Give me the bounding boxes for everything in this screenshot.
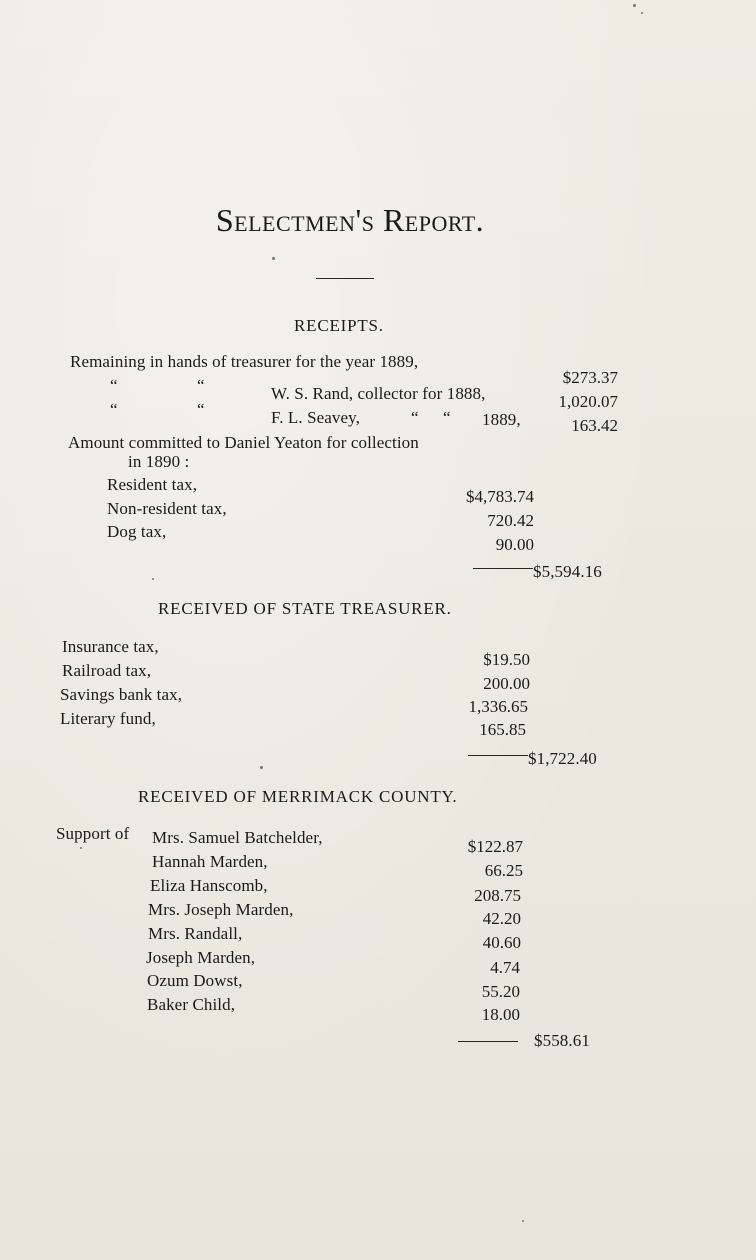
dog-tax-amount: 90.00 <box>495 535 534 554</box>
beneficiary-amount: $122.87 <box>467 837 523 856</box>
receipt-line-3-label: F. L. Seavey, <box>271 408 361 427</box>
receipts-total-rule <box>473 568 533 569</box>
merrimack-total-rule <box>458 1041 518 1042</box>
non-resident-tax-amount: 720.42 <box>487 511 534 530</box>
ditto-mark: “ <box>443 408 451 427</box>
beneficiary-amount: 66.25 <box>484 861 523 880</box>
ditto-mark: “ <box>197 376 205 395</box>
ditto-mark: “ <box>110 376 118 395</box>
beneficiary-amount: 42.20 <box>482 909 521 928</box>
resident-tax-label: Resident tax, <box>107 475 198 494</box>
receipt-line-2-label: W. S. Rand, collector for 1888, <box>271 384 486 403</box>
literary-fund-amount: 165.85 <box>479 720 526 739</box>
beneficiary-name: Mrs. Randall, <box>148 924 243 943</box>
beneficiary-name: Mrs. Joseph Marden, <box>148 900 294 919</box>
receipt-line-3-year: 1889, <box>482 410 521 429</box>
receipt-line-1-label: Remaining in hands of treasurer for the year 1889, <box>70 352 419 371</box>
railroad-tax-label: Railroad tax, <box>62 661 152 680</box>
committed-line-2: in 1890 : <box>128 452 190 471</box>
merrimack-county-heading: RECEIVED OF MERRIMACK COUNTY. <box>138 787 458 806</box>
literary-fund-label: Literary fund, <box>60 709 156 728</box>
savings-bank-tax-label: Savings bank tax, <box>60 685 183 704</box>
insurance-tax-label: Insurance tax, <box>62 637 159 656</box>
railroad-tax-amount: 200.00 <box>483 674 530 693</box>
state-treasurer-total: $1,722.40 <box>528 749 597 768</box>
beneficiary-name: Ozum Dowst, <box>147 971 243 990</box>
beneficiary-amount: 18.00 <box>481 1005 520 1024</box>
merrimack-county-total: $558.61 <box>534 1031 590 1050</box>
beneficiary-name: Eliza Hanscomb, <box>150 876 268 895</box>
non-resident-tax-label: Non-resident tax, <box>107 499 227 518</box>
receipt-line-1-amount: $273.37 <box>562 368 618 387</box>
ditto-mark: “ <box>197 400 205 419</box>
beneficiary-name: Joseph Marden, <box>146 948 256 967</box>
beneficiary-amount: 55.20 <box>481 982 520 1001</box>
beneficiary-name: Baker Child, <box>147 995 236 1014</box>
title-rule <box>316 278 374 279</box>
receipt-line-2-amount: 1,020.07 <box>558 392 618 411</box>
state-treasurer-heading: RECEIVED OF STATE TREASURER. <box>158 599 452 618</box>
beneficiary-name: Hannah Marden, <box>152 852 268 871</box>
beneficiary-amount: 40.60 <box>482 933 521 952</box>
beneficiary-name: Mrs. Samuel Batchelder, <box>152 828 323 847</box>
receipts-heading: RECEIPTS. <box>294 316 384 335</box>
receipts-total: $5,594.16 <box>533 562 602 581</box>
beneficiary-amount: 4.74 <box>490 958 520 977</box>
insurance-tax-amount: $19.50 <box>483 650 530 669</box>
resident-tax-amount: $4,783.74 <box>466 487 534 506</box>
state-total-rule <box>468 755 528 756</box>
dog-tax-label: Dog tax, <box>107 522 167 541</box>
beneficiary-amount: 208.75 <box>474 886 521 905</box>
savings-bank-tax-amount: 1,336.65 <box>468 697 528 716</box>
committed-line-1: Amount committed to Daniel Yeaton for collection <box>68 433 419 452</box>
ditto-mark: “ <box>110 400 118 419</box>
page-title: Selectmen's Report. <box>215 202 485 238</box>
ditto-mark: “ <box>411 408 419 427</box>
receipt-line-3-amount: 163.42 <box>571 416 618 435</box>
support-of-label: Support of <box>56 824 130 843</box>
